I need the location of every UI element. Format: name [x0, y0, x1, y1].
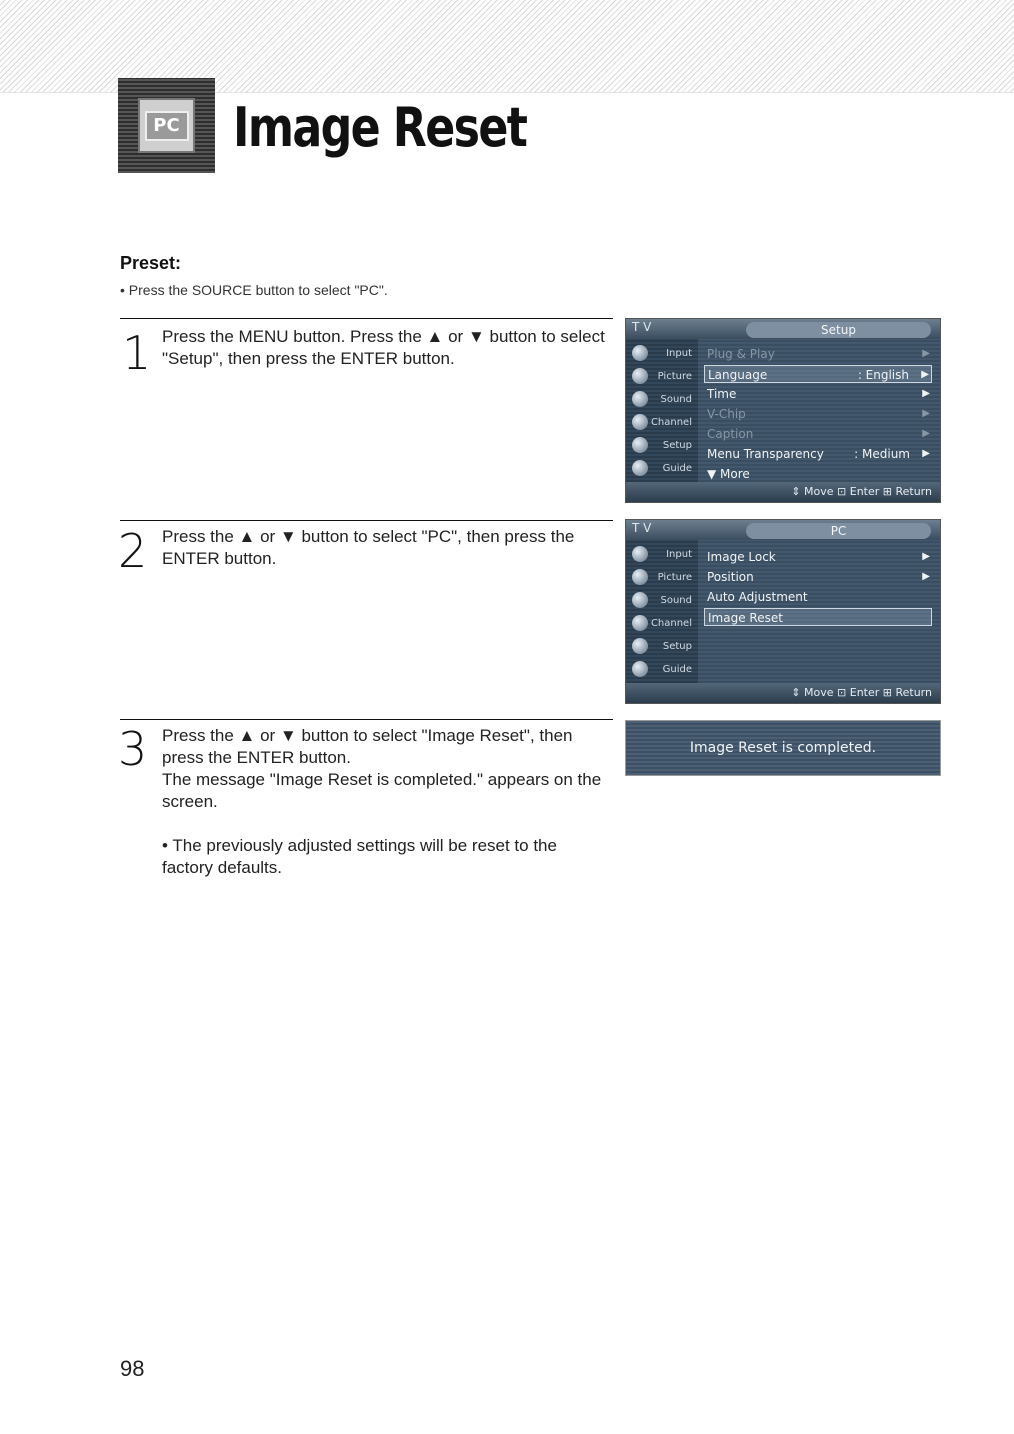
- sidebar-item-setup: Setup: [630, 636, 696, 657]
- menu-list: [698, 540, 940, 685]
- completion-message-box: [625, 720, 941, 776]
- step-3-number: 3: [118, 722, 148, 776]
- sidebar-item-input: Input: [630, 343, 696, 364]
- tv-label: T V: [632, 521, 652, 535]
- menu-row: Image Lock ▶: [707, 550, 930, 564]
- guide-icon: [632, 661, 648, 677]
- preset-bullet: • Press the SOURCE button to select "PC".: [120, 282, 388, 298]
- menu-row: Plug & Play ▶: [707, 347, 930, 361]
- menu-footer: ⇕ Move ⊡ Enter ⊞ Return: [626, 683, 940, 703]
- sidebar-item-sound: Sound: [630, 389, 696, 410]
- menu-row: V-Chip ▶: [707, 407, 930, 421]
- menu-row-selected: Language : English ▶: [704, 365, 932, 383]
- sidebar-item-guide: Guide: [630, 659, 696, 680]
- step-1-text: Press the MENU button. Press the ▲ or ▼ button to select "Setup", then press the ENTER button.: [162, 327, 605, 368]
- sidebar-item-channel: Channel: [630, 613, 696, 634]
- sidebar-item-picture: Picture: [630, 366, 696, 387]
- menu-list: [698, 339, 940, 484]
- guide-icon: [632, 460, 648, 476]
- sidebar-item-input: Input: [630, 544, 696, 565]
- menu-screen-setup: [625, 318, 941, 503]
- input-icon: [632, 345, 648, 361]
- sidebar-item-picture: Picture: [630, 567, 696, 588]
- menu-sidebar: [626, 339, 698, 484]
- menu-footer: ⇕ Move ⊡ Enter ⊞ Return: [626, 482, 940, 502]
- sidebar-item-sound: Sound: [630, 590, 696, 611]
- menu-row-selected: Image Reset: [704, 608, 932, 626]
- menu-row: ▼ More: [707, 467, 750, 481]
- completion-message: Image Reset is completed.: [689, 740, 877, 756]
- pc-icon-label: PC: [145, 111, 189, 141]
- picture-icon: [632, 368, 648, 384]
- menu-title: PC: [746, 523, 931, 539]
- sound-icon: [632, 592, 648, 608]
- menu-row: Auto Adjustment: [707, 590, 808, 604]
- menu-screen-pc: [625, 519, 941, 704]
- menu-row: Caption ▶: [707, 427, 930, 441]
- step-1-rule: [120, 318, 613, 319]
- channel-icon: [632, 414, 648, 430]
- sound-icon: [632, 391, 648, 407]
- menu-row: Time ▶: [707, 387, 930, 401]
- sidebar-item-guide: Guide: [630, 458, 696, 479]
- setup-icon: [632, 638, 648, 654]
- step-2-number: 2: [118, 524, 148, 578]
- sidebar-item-channel: Channel: [630, 412, 696, 433]
- step-2-text: Press the ▲ or ▼ button to select "PC", then press the ENTER button.: [162, 527, 575, 568]
- page-number: 98: [120, 1356, 145, 1381]
- menu-row: Position ▶: [707, 570, 930, 584]
- menu-sidebar: [626, 540, 698, 685]
- setup-icon: [632, 437, 648, 453]
- note-bullet: • The previously adjusted settings will be reset to the factory defaults.: [162, 836, 557, 877]
- menu-row: Menu Transparency : Medium ▶: [707, 447, 930, 461]
- pc-icon: [118, 78, 215, 173]
- step-1-number: 1: [122, 326, 152, 380]
- sidebar-item-setup: Setup: [630, 435, 696, 456]
- step-3-text: Press the ▲ or ▼ button to select "Image Reset", then press the ENTER button. The message "Image Reset is completed." appears on the screen.: [162, 726, 602, 811]
- step-3-rule: [120, 719, 613, 720]
- input-icon: [632, 546, 648, 562]
- preset-label: Preset:: [120, 253, 182, 273]
- picture-icon: [632, 569, 648, 585]
- page-title: Image Reset: [233, 96, 527, 159]
- channel-icon: [632, 615, 648, 631]
- tv-label: T V: [632, 320, 652, 334]
- menu-title: Setup: [746, 322, 931, 338]
- step-2-rule: [120, 520, 613, 521]
